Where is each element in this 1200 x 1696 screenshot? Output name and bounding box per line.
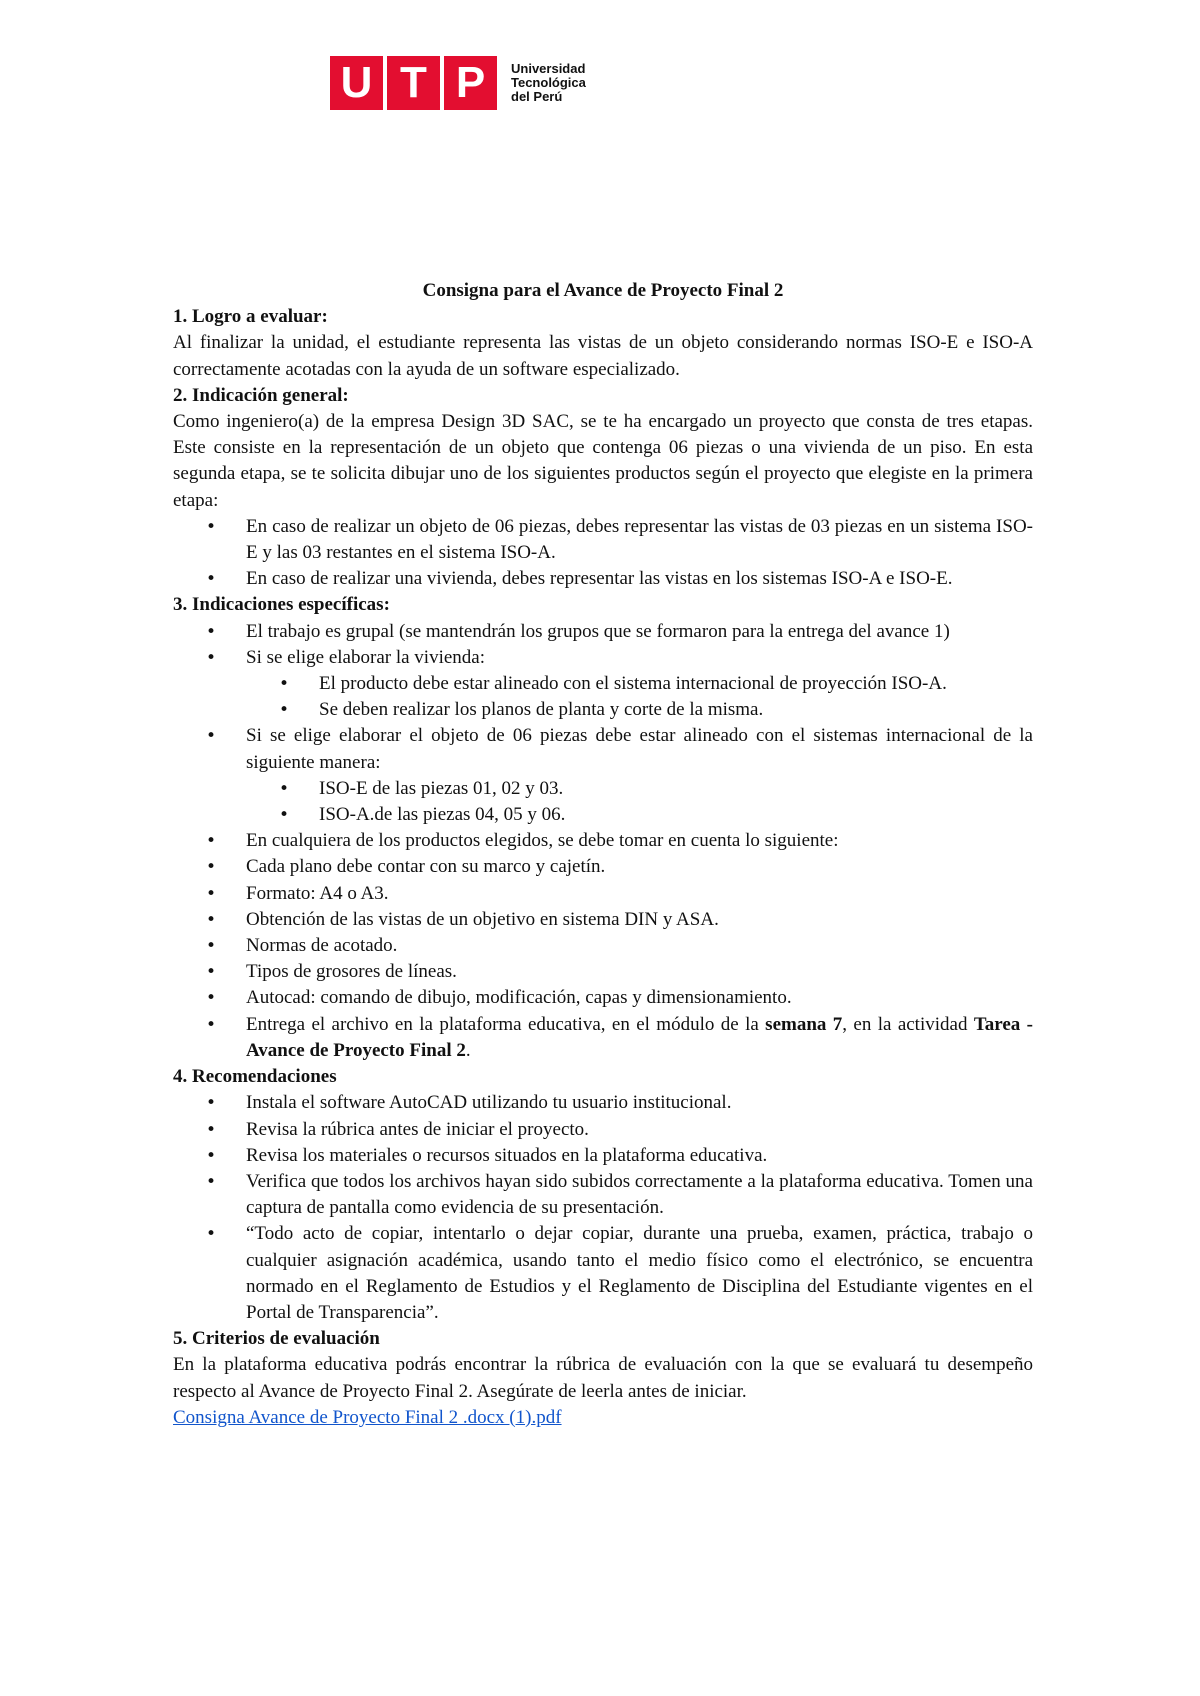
- list-item: • Revisa los materiales o recursos situados en la plataforma educativa.: [173, 1143, 1033, 1169]
- list-item: • El trabajo es grupal (se mantendrán los grupos que se formaron para la entrega del avance 1): [173, 619, 1033, 645]
- logo-text-line: Universidad: [511, 61, 586, 76]
- section-heading-logro: 1. Logro a evaluar:: [173, 306, 328, 328]
- document-body: [173, 278, 1033, 1431]
- utp-logo: [330, 56, 586, 110]
- list-item: • En cualquiera de los productos elegidos, se debe tomar en cuenta lo siguiente:: [173, 828, 1033, 854]
- piezas-sublist: [246, 776, 1033, 828]
- section-heading-indicaciones-especificas: 3. Indicaciones específicas:: [173, 594, 390, 616]
- list-item: • “Todo acto de copiar, intentarlo o dejar copiar, durante una prueba, examen, práctica, trabajo o cualquier asignación académica, usando tanto el medio físico como el electrónico, se encuentra normado en el Reglamento de Estudios y el Reglamento de Disciplina del Estudiante vigentes en el Portal de Transparencia”.: [173, 1221, 1033, 1326]
- entrega-text: Entrega el archivo en la plataforma educativa, en el módulo de la: [246, 1013, 766, 1035]
- list-item: • Instala el software AutoCAD utilizando tu usuario institucional.: [173, 1090, 1033, 1116]
- list-item: [173, 723, 1033, 828]
- logo-letter-p: P: [444, 56, 497, 110]
- document-title: Consigna para el Avance de Proyecto Final 2: [422, 280, 784, 301]
- list-item: • Formato: A4 o A3.: [173, 881, 1033, 907]
- recomendaciones-list: [173, 1090, 1033, 1326]
- section-heading-criterios: 5. Criterios de evaluación: [173, 1328, 380, 1350]
- logo-letter-t: T: [387, 56, 440, 110]
- list-item-text: Si se elige elaborar la vivienda:: [246, 646, 485, 668]
- list-item: • En caso de realizar una vivienda, debes representar las vistas en los sistemas ISO-A e ISO-E.: [173, 566, 1033, 592]
- sublist-item: • ISO-A.de las piezas 04, 05 y 06.: [246, 802, 1033, 828]
- logo-text: [511, 62, 586, 104]
- list-item: • Cada plano debe contar con su marco y cajetín.: [173, 854, 1033, 880]
- section-text-criterios: En la plataforma educativa podrás encontrar la rúbrica de evaluación con la que se evaluará tu desempeño respecto al Avance de Proyecto Final 2. Asegúrate de leerla antes de iniciar.: [173, 1354, 1033, 1402]
- list-item: • Verifica que todos los archivos hayan sido subidos correctamente a la plataforma educativa. Tomen una captura de pantalla como evidencia de su presentación.: [173, 1169, 1033, 1221]
- section-text-indicacion-general: Como ingeniero(a) de la empresa Design 3D SAC, se te ha encargado un proyecto que consta de tres etapas. Este consiste en la representación de un objeto que contenga 06 piezas o una vivienda de un piso. En esta segunda etapa, se te solicita dibujar uno de los siguientes productos según el proyecto que elegiste en la primera etapa:: [173, 411, 1033, 511]
- sublist-item: • El producto debe estar alineado con el sistema internacional de proyección ISO-A.: [246, 671, 1033, 697]
- list-item: • En caso de realizar un objeto de 06 piezas, debes representar las vistas de 03 piezas en un sistema ISO-E y las 03 restantes en el sistema ISO-A.: [173, 514, 1033, 566]
- logo-letter-u: U: [330, 56, 383, 110]
- list-item: • Obtención de las vistas de un objetivo en sistema DIN y ASA.: [173, 907, 1033, 933]
- entrega-text-mid: , en la actividad: [842, 1013, 974, 1035]
- indicaciones-especificas-list: [173, 619, 1033, 1064]
- list-item: • Normas de acotado.: [173, 933, 1033, 959]
- list-item-entrega: [173, 1012, 1033, 1064]
- list-item: • Revisa la rúbrica antes de iniciar el proyecto.: [173, 1117, 1033, 1143]
- section-heading-recomendaciones: 4. Recomendaciones: [173, 1066, 337, 1088]
- list-item: • Autocad: comando de dibujo, modificación, capas y dimensionamiento.: [173, 985, 1033, 1011]
- section-heading-indicacion-general: 2. Indicación general:: [173, 384, 349, 406]
- sublist-item: • Se deben realizar los planos de planta y corte de la misma.: [246, 697, 1033, 723]
- consigna-pdf-link[interactable]: Consigna Avance de Proyecto Final 2 .docx (1).pdf: [173, 1406, 562, 1428]
- entrega-activity: Tarea - Avance de Proyecto Final 2: [246, 1013, 1034, 1061]
- logo-text-line: del Perú: [511, 89, 563, 104]
- logo-text-line: Tecnológica: [511, 75, 586, 90]
- entrega-text-end: .: [465, 1039, 471, 1061]
- sublist-item: • ISO-E de las piezas 01, 02 y 03.: [246, 776, 1033, 802]
- list-item: [173, 645, 1033, 724]
- indicacion-general-list: [173, 514, 1033, 593]
- vivienda-sublist: [246, 671, 1033, 723]
- list-item: • Tipos de grosores de líneas.: [173, 959, 1033, 985]
- list-item-text: Si se elige elaborar el objeto de 06 piezas debe estar alineado con el sistemas internacional de la siguiente manera:: [246, 725, 1033, 773]
- entrega-week: semana 7: [765, 1013, 843, 1035]
- section-text-logro: Al finalizar la unidad, el estudiante representa las vistas de un objeto considerando normas ISO-E e ISO-A correctamente acotadas con la ayuda de un software especializado.: [173, 332, 1033, 380]
